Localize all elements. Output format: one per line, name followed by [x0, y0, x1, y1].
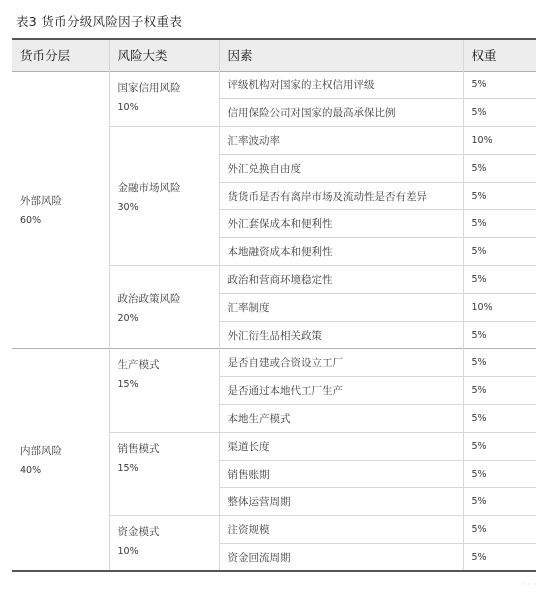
header-currency-layer: 货币分层	[20, 48, 71, 64]
category-weight: 20%	[117, 312, 139, 324]
weight-cell: 10%	[463, 127, 536, 155]
layer-weight: 40%	[20, 465, 42, 477]
factor-cell: 本地融资成本和便利性	[219, 238, 463, 266]
weight-cell: 5%	[463, 516, 536, 544]
category-weight: 10%	[117, 101, 139, 113]
weight-cell: 5%	[463, 99, 536, 127]
watermark: · · ·	[521, 580, 536, 590]
layer-weight: 60%	[20, 215, 42, 227]
factor-cell: 渠道长度	[219, 432, 463, 460]
category-weight: 15%	[117, 379, 139, 391]
category-label: 销售模式	[117, 442, 160, 455]
table-row	[12, 71, 536, 99]
header-weight: 权重	[463, 39, 536, 71]
layer-label: 内部风险	[20, 445, 62, 458]
layer-label: 外部风险	[20, 195, 62, 208]
category-cell	[109, 432, 219, 515]
factor-cell: 本地生产模式	[219, 405, 463, 433]
category-label: 政治政策风险	[117, 292, 181, 305]
factor-cell: 汇率制度	[219, 293, 463, 321]
table-header-row	[12, 39, 536, 71]
category-label: 资金模式	[117, 526, 160, 539]
category-weight: 15%	[117, 462, 139, 474]
table-caption: 表3 货币分级风险因子权重表	[16, 14, 183, 29]
weight-cell: 5%	[463, 182, 536, 210]
factor-cell: 信用保险公司对国家的最高承保比例	[219, 99, 463, 127]
header-risk-category: 风险大类	[109, 39, 219, 71]
category-cell	[109, 127, 219, 266]
category-cell	[109, 349, 219, 432]
category-label: 国家信用风险	[117, 81, 181, 94]
category-weight: 30%	[117, 201, 139, 213]
factor-cell: 外汇兑换自由度	[219, 154, 463, 182]
category-cell	[109, 516, 219, 572]
category-label: 金融市场风险	[117, 181, 181, 194]
layer-cell-internal	[12, 349, 109, 571]
weight-cell: 5%	[463, 405, 536, 433]
factor-cell: 外汇套保成本和便利性	[219, 210, 463, 238]
factor-cell: 整体运营周期	[219, 488, 463, 516]
factor-cell: 销售账期	[219, 460, 463, 488]
factor-cell: 汇率波动率	[219, 127, 463, 155]
weight-cell: 5%	[463, 488, 536, 516]
weight-cell: 5%	[463, 349, 536, 377]
layer-cell-external	[12, 71, 109, 349]
factor-cell: 货货币是否有离岸市场及流动性是否有差异	[219, 182, 463, 210]
factor-cell: 是否自建或合资设立工厂	[219, 349, 463, 377]
category-cell	[109, 71, 219, 127]
factor-cell: 是否通过本地代工厂生产	[219, 377, 463, 405]
category-label: 生产模式	[117, 359, 160, 372]
weight-cell: 5%	[463, 238, 536, 266]
table-row	[12, 349, 536, 377]
weight-cell: 5%	[463, 266, 536, 294]
factor-cell: 注资规模	[219, 516, 463, 544]
weight-cell: 5%	[463, 71, 536, 99]
weight-cell: 5%	[463, 377, 536, 405]
factor-cell: 资金回流周期	[219, 544, 463, 572]
weight-cell: 10%	[463, 293, 536, 321]
category-weight: 10%	[117, 546, 139, 558]
risk-weight-table	[12, 38, 536, 572]
header-factor: 因素	[219, 39, 463, 71]
weight-cell: 5%	[463, 432, 536, 460]
weight-cell: 5%	[463, 460, 536, 488]
weight-cell: 5%	[463, 154, 536, 182]
factor-cell: 政治和营商环境稳定性	[219, 266, 463, 294]
factor-cell: 外汇衍生品相关政策	[219, 321, 463, 349]
weight-cell: 5%	[463, 210, 536, 238]
category-cell	[109, 266, 219, 349]
weight-cell: 5%	[463, 321, 536, 349]
weight-cell: 5%	[463, 544, 536, 572]
factor-cell: 评级机构对国家的主权信用评级	[219, 71, 463, 99]
